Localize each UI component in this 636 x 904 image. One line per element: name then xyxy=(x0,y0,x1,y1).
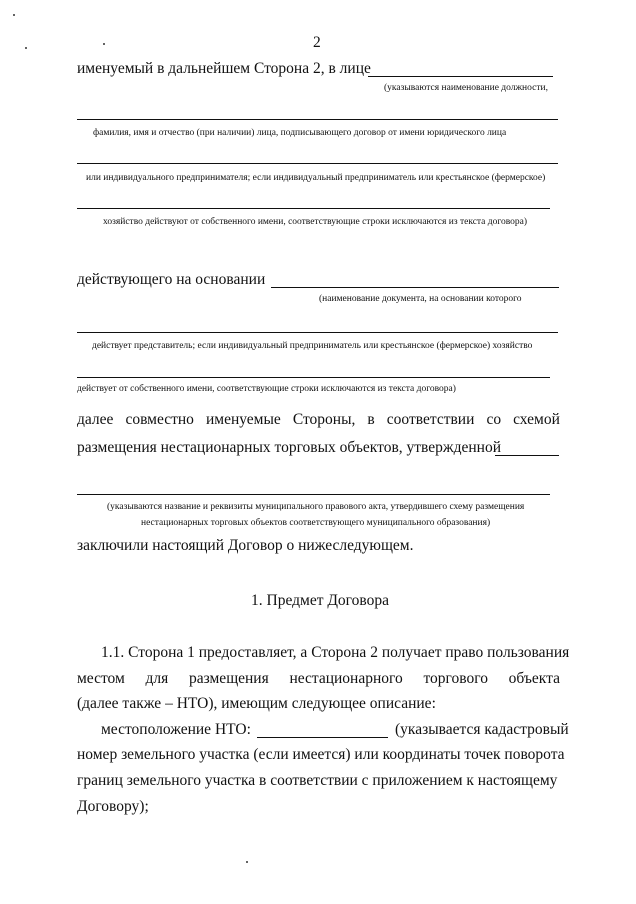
basis-note2: действует представитель; если индивидуальный предприниматель или крестьянское (фермерское) хозяйство xyxy=(92,341,533,351)
fill-line[interactable] xyxy=(271,287,559,288)
location-label: местоположение НТО: xyxy=(101,721,251,738)
fill-line[interactable] xyxy=(77,208,550,209)
fill-line[interactable] xyxy=(77,377,550,378)
word: со xyxy=(486,411,502,428)
scan-speck xyxy=(246,861,248,863)
location-line4: Договору); xyxy=(77,798,149,815)
fill-line[interactable] xyxy=(77,119,558,120)
party2-note2: фамилия, имя и отчество (при наличии) лица, подписывающего договор от имени юридического лица xyxy=(93,128,507,138)
together-concluded: заключили настоящий Договор о нижеследующем. xyxy=(77,537,414,554)
location-note: (указывается кадастровый xyxy=(395,721,569,738)
word: Стороны, xyxy=(292,411,356,428)
party2-note1: (указываются наименование должности, xyxy=(384,83,548,93)
word: соответствии xyxy=(386,411,475,428)
basis-note3: действует от собственного имени, соответствующие строки исключаются из текста договора) xyxy=(77,384,456,394)
word: для xyxy=(145,670,169,687)
fill-line[interactable] xyxy=(257,737,388,738)
party2-note3: или индивидуального предпринимателя; если индивидуальный предприниматель или крестьянское (фермерское) xyxy=(86,173,546,183)
scan-speck xyxy=(103,43,105,45)
section-heading: 1. Предмет Договора xyxy=(251,592,389,609)
section1-p1-line2 xyxy=(77,670,560,688)
word: размещения xyxy=(188,670,269,687)
word: нестационарного xyxy=(289,670,403,687)
word: далее xyxy=(77,411,114,428)
party2-intro: именуемый в дальнейшем Сторона 2, в лице xyxy=(77,60,371,77)
section1-p1-line1: 1.1. Сторона 1 предоставляет, а Сторона 2 получает право пользования xyxy=(101,644,570,661)
fill-line[interactable] xyxy=(77,332,558,333)
word: местом xyxy=(77,670,125,687)
fill-line[interactable] xyxy=(368,76,553,77)
fill-line[interactable] xyxy=(77,494,550,495)
together-line1 xyxy=(77,411,560,429)
word: торгового xyxy=(423,670,488,687)
page-number: 2 xyxy=(313,34,321,51)
word: именуемые xyxy=(205,411,281,428)
location-line2: номер земельного участка (если имеется) или координаты точек поворота xyxy=(77,746,565,763)
scan-speck xyxy=(25,47,27,49)
together-line2: размещения нестационарных торговых объектов, утвержденной xyxy=(77,439,502,456)
word: объекта xyxy=(508,670,560,687)
basis-intro: действующего на основании xyxy=(77,271,266,288)
scan-speck xyxy=(13,14,15,16)
fill-line[interactable] xyxy=(77,163,558,164)
together-note1: (указываются название и реквизиты муниципального правового акта, утвердившего схему размещения xyxy=(107,502,525,512)
basis-note1: (наименование документа, на основании которого xyxy=(319,294,522,304)
party2-note4: хозяйство действуют от собственного имени, соответствующие строки исключаются из текста договора) xyxy=(103,217,528,227)
fill-line[interactable] xyxy=(495,455,559,456)
word: в xyxy=(367,411,375,428)
word: совместно xyxy=(125,411,194,428)
location-line3: границ земельного участка в соответствии с приложением к настоящему xyxy=(77,772,558,789)
section1-p1-line3: (далее также – НТО), имеющим следующее описание: xyxy=(77,695,436,712)
together-note2: нестационарных торговых объектов соответствующего муниципального образования) xyxy=(141,518,491,528)
word: схемой xyxy=(513,411,560,428)
